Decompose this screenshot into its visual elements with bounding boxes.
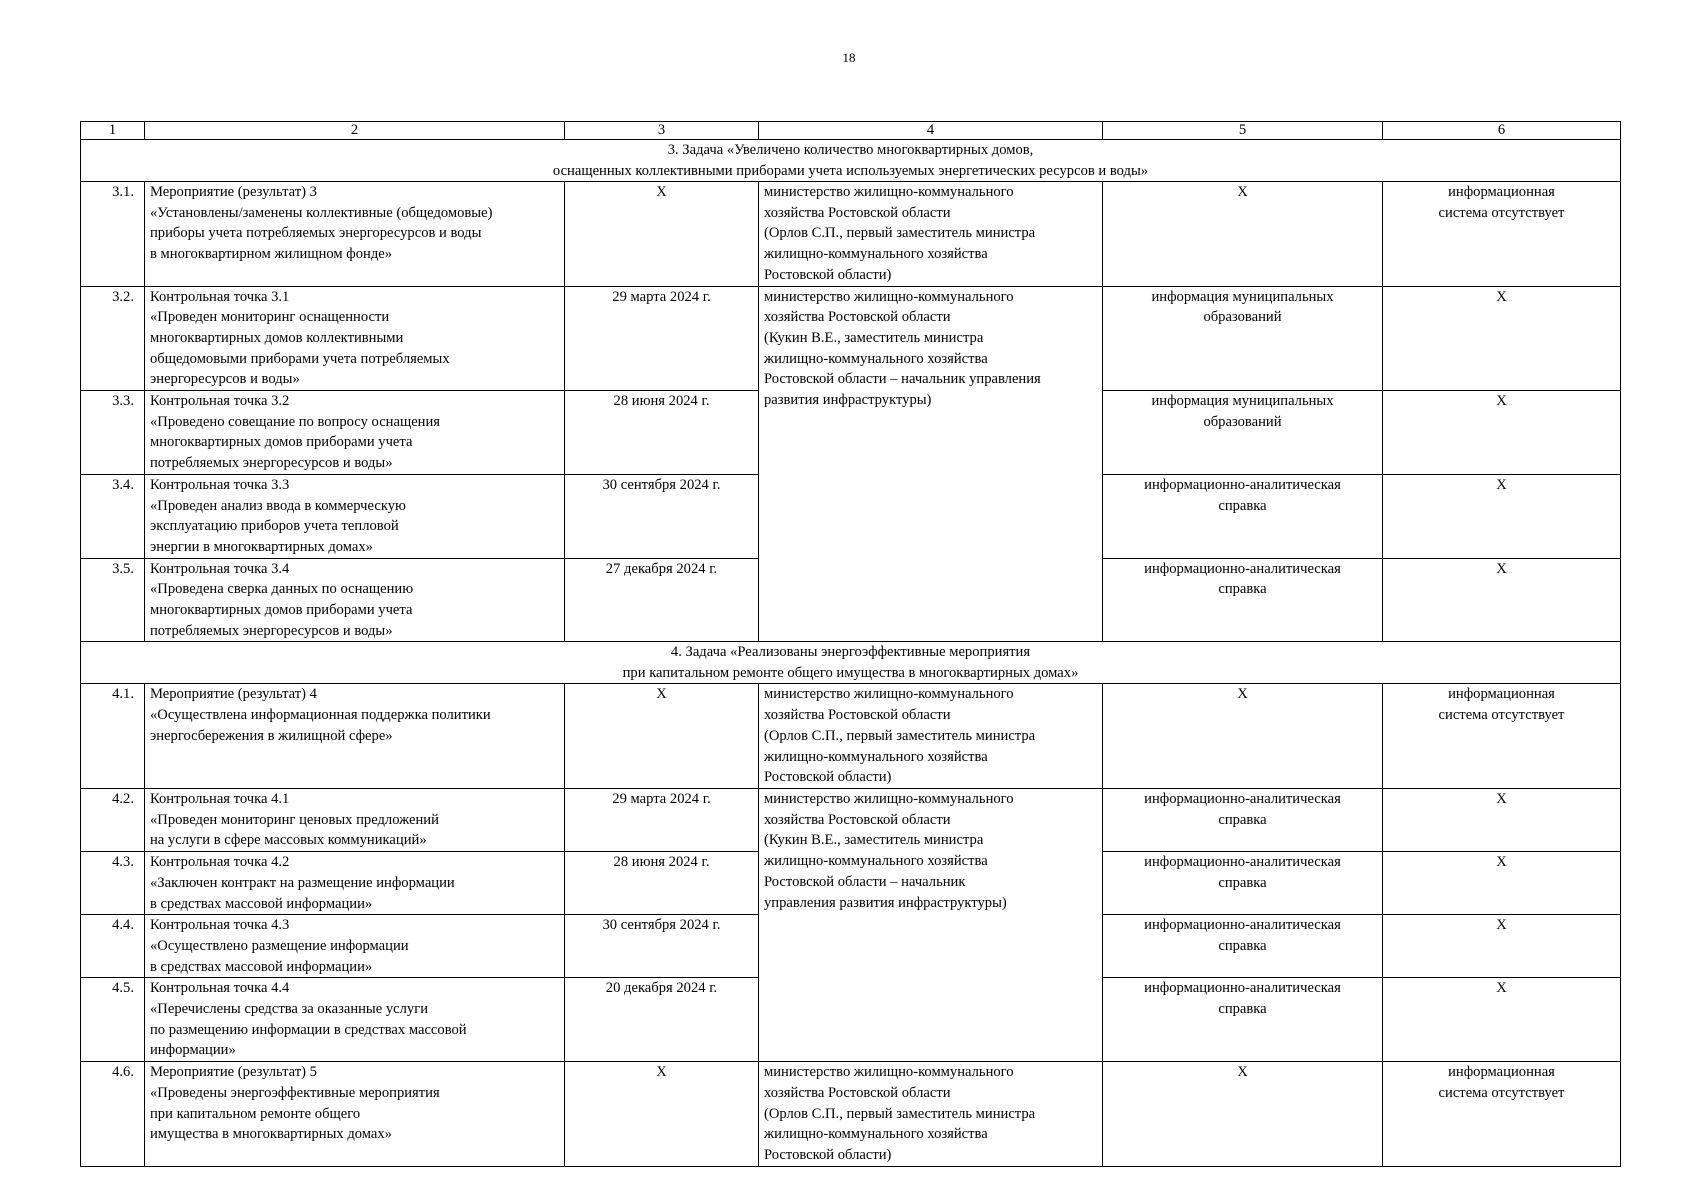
information-system: X	[1383, 852, 1621, 915]
deadline: 28 июня 2024 г.	[565, 852, 759, 915]
row-number: 3.4.	[81, 474, 145, 558]
deadline: X	[565, 1062, 759, 1167]
information-system: информационная система отсутствует	[1383, 1062, 1621, 1167]
item-name: Контрольная точка 4.3 «Осуществлено размещение информации в средствах массовой информации»	[145, 915, 565, 978]
information-system: X	[1383, 286, 1621, 391]
information-system: X	[1383, 391, 1621, 475]
deadline: X	[565, 182, 759, 287]
item-name: Контрольная точка 4.1 «Проведен мониторинг ценовых предложений на услуги в сфере массовых коммуникаций»	[145, 788, 565, 851]
document-type: информационно-аналитическая справка	[1103, 474, 1383, 558]
task-3-heading-row	[81, 140, 1621, 182]
information-system: X	[1383, 788, 1621, 851]
row-number: 3.5.	[81, 558, 145, 642]
table-row	[81, 684, 1621, 789]
table-row	[81, 182, 1621, 287]
row-number: 3.1.	[81, 182, 145, 287]
document-type: информационно-аналитическая справка	[1103, 558, 1383, 642]
document-type: информационно-аналитическая справка	[1103, 978, 1383, 1062]
information-system: информационная система отсутствует	[1383, 182, 1621, 287]
column-number-3: 3	[565, 122, 759, 140]
page-number: 18	[842, 50, 856, 65]
deadline: 29 марта 2024 г.	[565, 788, 759, 851]
item-name: Контрольная точка 3.1 «Проведен мониторинг оснащенности многоквартирных домов коллективными общедомовыми приборами учета потребляемых энергоресурсов и воды»	[145, 286, 565, 391]
deadline: X	[565, 684, 759, 789]
column-number-6: 6	[1383, 122, 1621, 140]
document-type: X	[1103, 684, 1383, 789]
column-number-5: 5	[1103, 122, 1383, 140]
deadline: 27 декабря 2024 г.	[565, 558, 759, 642]
information-system: X	[1383, 978, 1621, 1062]
document-type: информационно-аналитическая справка	[1103, 852, 1383, 915]
row-number: 4.5.	[81, 978, 145, 1062]
deadline: 29 марта 2024 г.	[565, 286, 759, 391]
row-number: 3.3.	[81, 391, 145, 475]
item-name: Контрольная точка 3.2 «Проведено совещание по вопросу оснащения многоквартирных домов приборами учета потребляемых энергоресурсов и воды»	[145, 391, 565, 475]
item-name: Контрольная точка 3.3 «Проведен анализ ввода в коммерческую эксплуатацию приборов учета тепловой энергии в многоквартирных домах»	[145, 474, 565, 558]
deadline: 20 декабря 2024 г.	[565, 978, 759, 1062]
item-name: Контрольная точка 4.2 «Заключен контракт на размещение информации в средствах массовой информации»	[145, 852, 565, 915]
deadline: 30 сентября 2024 г.	[565, 474, 759, 558]
responsible: министерство жилищно-коммунального хозяйства Ростовской области (Орлов С.П., первый заместитель министра жилищно-коммунального хозяйства Ростовской области)	[759, 182, 1103, 287]
information-system: X	[1383, 558, 1621, 642]
document-type: X	[1103, 1062, 1383, 1167]
information-system: X	[1383, 474, 1621, 558]
table-row	[81, 286, 1621, 391]
row-number: 4.1.	[81, 684, 145, 789]
item-name: Контрольная точка 4.4 «Перечислены средства за оказанные услуги по размещению информации в средствах массовой информации»	[145, 978, 565, 1062]
row-number: 4.3.	[81, 852, 145, 915]
information-system: информационная система отсутствует	[1383, 684, 1621, 789]
item-name: Мероприятие (результат) 5 «Проведены энергоэффективные мероприятия при капитальном ремонте общего имущества в многоквартирных домах»	[145, 1062, 565, 1167]
row-number: 4.4.	[81, 915, 145, 978]
document-type: информация муниципальных образований	[1103, 286, 1383, 391]
document-type: информационно-аналитическая справка	[1103, 915, 1383, 978]
task-4-heading-row	[81, 642, 1621, 684]
row-number: 3.2.	[81, 286, 145, 391]
table-row	[81, 1062, 1621, 1167]
item-name: Мероприятие (результат) 3 «Установлены/заменены коллективные (общедомовые) приборы учета потребляемых энергоресурсов и воды в многоквартирном жилищном фонде»	[145, 182, 565, 287]
responsible: министерство жилищно-коммунального хозяйства Ростовской области (Орлов С.П., первый заместитель министра жилищно-коммунального хозяйства Ростовской области)	[759, 1062, 1103, 1167]
information-system: X	[1383, 915, 1621, 978]
table-row	[81, 788, 1621, 851]
deadline: 28 июня 2024 г.	[565, 391, 759, 475]
item-name: Контрольная точка 3.4 «Проведена сверка данных по оснащению многоквартирных домов приборами учета потребляемых энергоресурсов и воды»	[145, 558, 565, 642]
task-3-title: 3. Задача «Увеличено количество многоквартирных домов, оснащенных коллективными приборами учета используемых энергетических ресурсов и воды»	[81, 140, 1621, 182]
column-number-header-row	[81, 122, 1621, 140]
document-type: X	[1103, 182, 1383, 287]
control-points-table	[80, 121, 1621, 1167]
responsible: министерство жилищно-коммунального хозяйства Ростовской области (Кукин В.Е., заместитель министра жилищно-коммунального хозяйства Ростовской области – начальник управления развития инфраструктуры)	[759, 788, 1103, 1061]
task-4-title: 4. Задача «Реализованы энергоэффективные мероприятия при капитальном ремонте общего имущества в многоквартирных домах»	[81, 642, 1621, 684]
column-number-4: 4	[759, 122, 1103, 140]
row-number: 4.2.	[81, 788, 145, 851]
column-number-1: 1	[81, 122, 145, 140]
item-name: Мероприятие (результат) 4 «Осуществлена информационная поддержка политики энергосбережения в жилищной сфере»	[145, 684, 565, 789]
responsible: министерство жилищно-коммунального хозяйства Ростовской области (Кукин В.Е., заместитель министра жилищно-коммунального хозяйства Ростовской области – начальник управления развития инфраструктуры)	[759, 286, 1103, 642]
document-type: информация муниципальных образований	[1103, 391, 1383, 475]
deadline: 30 сентября 2024 г.	[565, 915, 759, 978]
responsible: министерство жилищно-коммунального хозяйства Ростовской области (Орлов С.П., первый заместитель министра жилищно-коммунального хозяйства Ростовской области)	[759, 684, 1103, 789]
document-type: информационно-аналитическая справка	[1103, 788, 1383, 851]
row-number: 4.6.	[81, 1062, 145, 1167]
column-number-2: 2	[145, 122, 565, 140]
